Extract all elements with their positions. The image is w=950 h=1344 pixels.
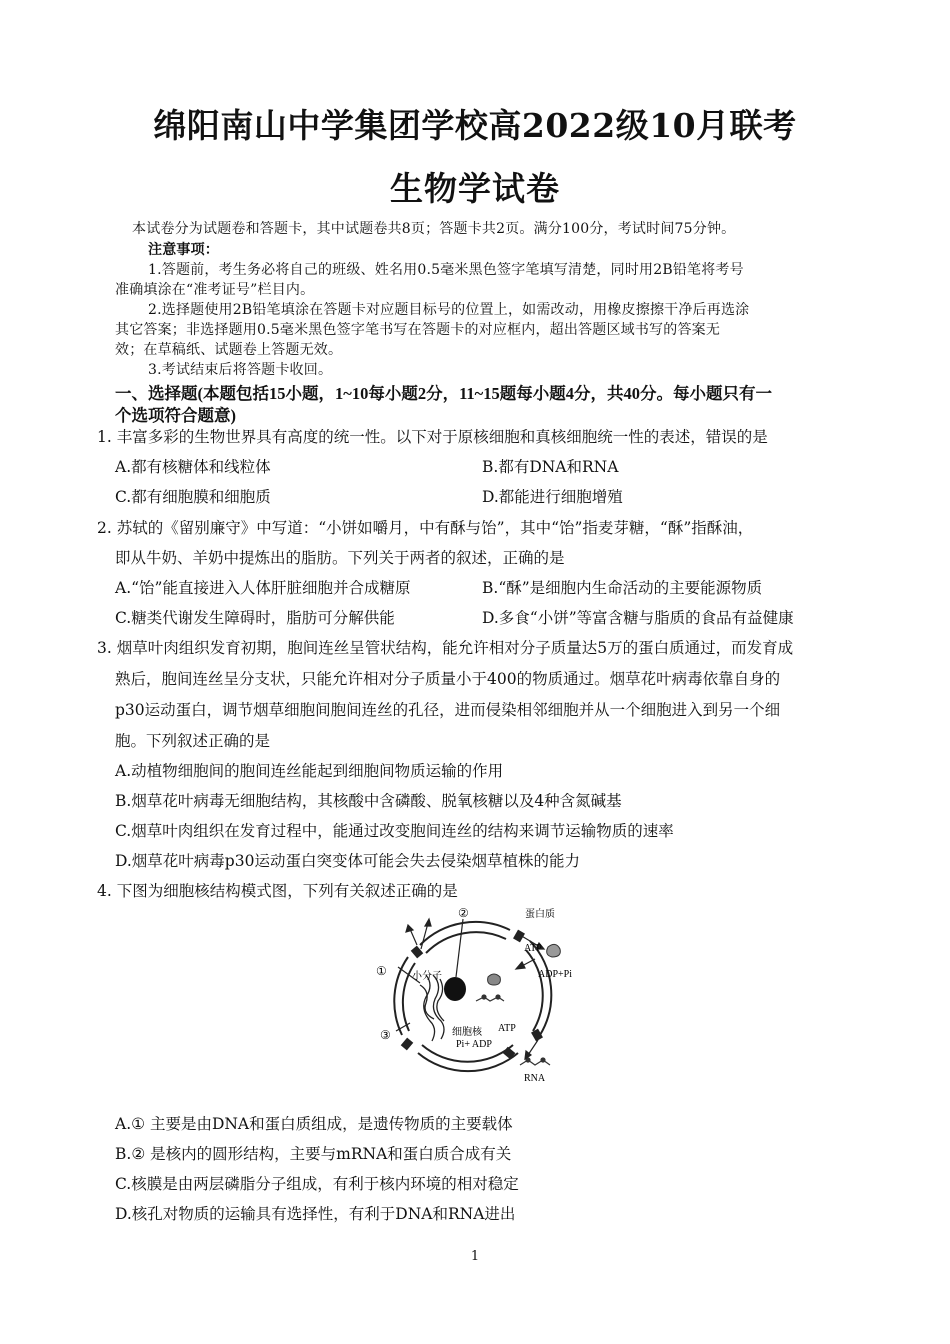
- notice-item-2-line-3: 效；在草稿纸、试题卷上答题无效。: [115, 342, 343, 358]
- notice-item-2-line-1: 2.选择题使用2B铅笔填涂在答题卡对应题目标号的位置上，如需改动，用橡皮擦擦干净后再选涂: [148, 302, 750, 318]
- question-2-option-b: B.“酥”是细胞内生命活动的主要能源物质: [482, 579, 763, 597]
- notice-intro: 本试卷分为试题卷和答题卡，其中试题卷共8页；答题卡共2页。满分100分，考试时间75分钟。: [132, 221, 736, 237]
- notice-item-1-line-2: 准确填涂在“准考证号”栏目内。: [115, 282, 315, 298]
- question-4-option-d: D.核孔对物质的运输具有选择性，有利于DNA和RNA进出: [115, 1205, 516, 1223]
- diagram-label-atp-top: ATP: [524, 943, 542, 954]
- question-2-option-c: C.糖类代谢发生障碍时，脂肪可分解供能: [115, 609, 395, 627]
- notice-heading: 注意事项：: [148, 242, 219, 258]
- diagram-label-adp-pi: ADP+Pi: [538, 969, 572, 980]
- question-3-stem-line-4: 胞。下列叙述正确的是: [115, 732, 271, 750]
- diagram-label-3: ③: [380, 1028, 391, 1042]
- question-4-option-a: A.① 主要是由DNA和蛋白质组成，是遗传物质的主要载体: [115, 1115, 513, 1133]
- notice-item-2-line-2: 其它答案；非选择题用0.5毫米黑色签字笔书写在答题卡的对应框内，超出答题区域书写的答案无: [115, 322, 721, 338]
- question-2-stem-line-1: 2. 苏轼的《留别廉守》中写道：“小饼如嚼月，中有酥与饴”，其中“饴”指麦芽糖，“酥”指酥油，: [97, 519, 754, 537]
- diagram-label-nucleus: 细胞核: [452, 1027, 482, 1038]
- question-3-stem-line-1: 3. 烟草叶肉组织发育初期，胞间连丝呈管状结构，能允许相对分子质量达5万的蛋白质通过，而发育成: [97, 639, 794, 657]
- question-1-option-d: D.都能进行细胞增殖: [482, 488, 623, 506]
- question-3-option-c: C.烟草叶肉组织在发育过程中，能通过改变胞间连丝的结构来调节运输物质的速率: [115, 822, 674, 840]
- section-heading-line-1: 一、选择题(本题包括15小题，1~10每小题2分，11~15题每小题4分，共40分。每小题只有一: [115, 384, 772, 403]
- notice-item-1-line-1: 1.答题前，考生务必将自己的班级、姓名用0.5毫米黑色签字笔填写清楚，同时用2B铅笔将考号: [148, 262, 744, 278]
- question-2-stem-line-2: 即从牛奶、羊奶中提炼出的脂肪。下列关于两者的叙述，正确的是: [115, 549, 565, 567]
- question-2-option-d: D.多食“小饼”等富含糖与脂质的食品有益健康: [482, 609, 794, 627]
- exam-title: 绵阳南山中学集团学校高2022级10月联考: [153, 106, 797, 145]
- question-3-stem-line-3: p30运动蛋白，调节烟草细胞间胞间连丝的孔径，进而侵染相邻细胞并从一个细胞进入到另一个细: [115, 701, 781, 719]
- nucleolus: [444, 977, 466, 1001]
- nucleus-structure-diagram: [370, 905, 600, 1085]
- question-1-option-b: B.都有DNA和RNA: [482, 458, 619, 476]
- question-4-option-c: C.核膜是由两层磷脂分子组成，有利于核内环境的相对稳定: [115, 1175, 519, 1193]
- diagram-label-1: ①: [376, 964, 387, 978]
- question-4-stem: 4. 下图为细胞核结构模式图，下列有关叙述正确的是: [97, 882, 458, 900]
- question-1-option-c: C.都有细胞膜和细胞质: [115, 488, 271, 506]
- question-3-option-d: D.烟草花叶病毒p30运动蛋白突变体可能会失去侵染烟草植株的能力: [115, 852, 580, 870]
- question-3-stem-line-2: 熟后，胞间连丝呈分支状，只能允许相对分子质量小于400的物质通过。烟草花叶病毒依靠自身的: [115, 670, 781, 688]
- diagram-label-2: ②: [458, 906, 469, 920]
- question-4-option-b: B.② 是核内的圆形结构，主要与mRNA和蛋白质合成有关: [115, 1145, 512, 1163]
- page-number: 1: [470, 1249, 480, 1264]
- notice-item-3: 3.考试结束后将答题卡收回。: [148, 362, 333, 378]
- question-3-option-a: A.动植物细胞间的胞间连丝能起到细胞间物质运输的作用: [115, 762, 504, 780]
- section-heading-line-2: 个选项符合题意): [115, 406, 236, 425]
- diagram-label-atp-bottom: ATP: [498, 1023, 516, 1034]
- inner-membrane: [426, 932, 506, 953]
- diagram-label-small-molecule: 小分子: [412, 971, 442, 982]
- question-3-option-b: B.烟草花叶病毒无细胞结构，其核酸中含磷酸、脱氧核糖以及4种含氮碱基: [115, 792, 622, 810]
- diagram-label-protein: 蛋白质: [525, 909, 555, 920]
- diagram-label-rna: RNA: [524, 1073, 546, 1084]
- exam-subtitle: 生物学试卷: [390, 169, 560, 208]
- question-1-stem: 1. 丰富多彩的生物世界具有高度的统一性。以下对于原核细胞和真核细胞统一性的表述，错误的是: [97, 428, 768, 446]
- question-1-option-a: A.都有核糖体和线粒体: [115, 458, 271, 476]
- diagram-label-pi-adp: Pi+ ADP: [456, 1039, 492, 1050]
- question-2-option-a: A.“饴”能直接进入人体肝脏细胞并合成糖原: [115, 579, 411, 597]
